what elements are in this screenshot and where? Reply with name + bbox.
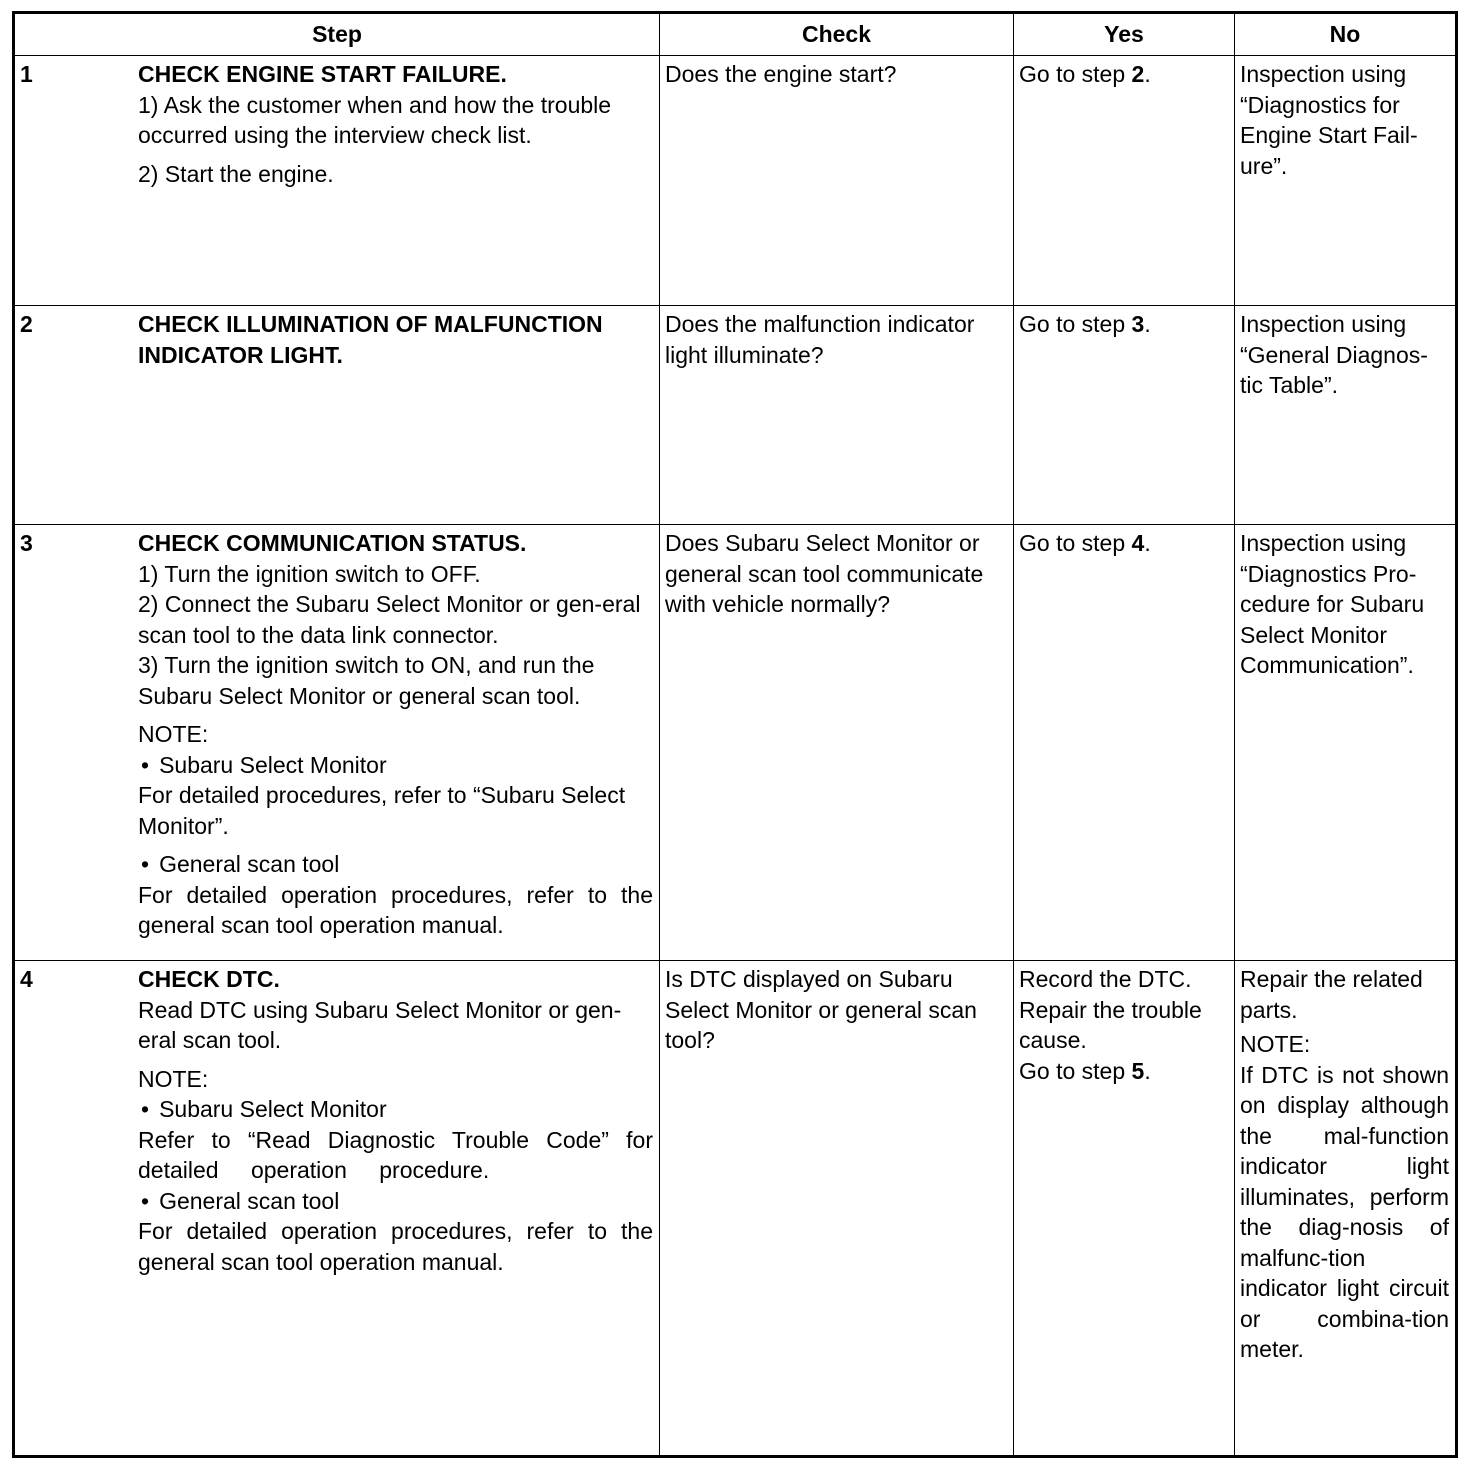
yes-step-ref: 3 (1131, 311, 1145, 337)
yes-cell (1014, 961, 1235, 1457)
yes-suffix: . (1144, 530, 1151, 556)
yes-text: Go to step (1019, 1057, 1132, 1084)
yes-step-ref: 2 (1131, 61, 1145, 87)
step-title: CHECK DTC. (138, 966, 280, 992)
step-instruction: 1) Ask the customer when and how the trouble occurred using the interview check list. (138, 91, 612, 148)
no-cell: Inspection using “Diagnostics for Engine Start Fail-ure”. (1235, 56, 1457, 306)
step-instruction: 2) Start the engine. (138, 160, 334, 187)
step-number: 3 (20, 530, 33, 556)
yes-text: Go to step (1019, 530, 1132, 556)
diagnostic-table (12, 11, 1458, 1458)
step-cell (14, 306, 660, 525)
yes-cell (1014, 56, 1235, 306)
bullet-text: detailed operation procedure. (138, 1157, 490, 1183)
bullet-item: • Subaru Select Monitor (138, 750, 653, 781)
yes-text: Go to step (1019, 311, 1132, 337)
bullet-text: For detailed operation procedures, refer to the general scan tool operation manual. (138, 1218, 653, 1275)
header-step: Step (14, 13, 660, 56)
step-number: 2 (20, 311, 33, 337)
yes-suffix: . (1144, 311, 1151, 337)
step-title: CHECK COMMUNICATION STATUS. (138, 530, 527, 556)
table-row (14, 525, 1457, 961)
yes-suffix: . (1144, 61, 1151, 87)
yes-suffix: . (1144, 1057, 1151, 1084)
yes-step-ref: 5 (1131, 1057, 1145, 1084)
table-row (14, 306, 1457, 525)
header-check: Check (660, 13, 1014, 56)
step-title: CHECK ILLUMINATION OF MALFUNCTION INDICATOR LIGHT. (138, 311, 603, 368)
yes-cell (1014, 525, 1235, 961)
step-title: CHECK ENGINE START FAILURE. (138, 61, 507, 87)
step-number: 1 (20, 61, 33, 87)
no-line: Repair the related parts. (1240, 966, 1423, 1023)
bullet-text: For detailed operation procedures, refer to the general scan tool operation manual. (138, 881, 653, 938)
yes-step-ref: 4 (1131, 530, 1145, 556)
table-row (14, 56, 1457, 306)
check-cell: Does the malfunction indicator light illuminate? (660, 306, 1014, 525)
no-cell: Inspection using “Diagnostics Pro-cedure for Subaru Select Monitor Communication”. (1235, 525, 1457, 961)
no-cell (1235, 961, 1457, 1457)
no-cell: Inspection using “General Diagnos-tic Table”. (1235, 306, 1457, 525)
yes-cell (1014, 306, 1235, 525)
table-row (14, 961, 1457, 1457)
bullet-text: For detailed procedures, refer to “Subaru Select Monitor”. (138, 782, 626, 839)
yes-line: Repair the trouble cause. (1019, 996, 1202, 1053)
check-cell: Does the engine start? (660, 56, 1014, 306)
yes-text: Go to step (1019, 61, 1132, 87)
header-no: No (1235, 13, 1457, 56)
bullet-item: • General scan tool (138, 849, 653, 880)
step-cell (14, 961, 660, 1457)
step-instruction: 2) Connect the Subaru Select Monitor or gen-eral scan tool to the data link connector. (138, 591, 641, 648)
bullet-item: • Subaru Select Monitor (138, 1094, 653, 1125)
no-note-text: If DTC is not shown on display although the mal-function indicator light illuminates, perform the diag-nosis of malfunc-tion indicator light circuit or combina-tion meter. (1240, 1061, 1449, 1362)
step-cell (14, 56, 660, 306)
header-row (14, 13, 1457, 56)
yes-line: Record the DTC. (1019, 966, 1192, 992)
bullet-item: • General scan tool (138, 1186, 653, 1217)
header-yes: Yes (1014, 13, 1235, 56)
note-label: NOTE: (138, 721, 209, 747)
step-cell (14, 525, 660, 961)
note-label: NOTE: (1240, 1031, 1311, 1057)
step-instruction: 1) Turn the ignition switch to OFF. (138, 560, 481, 587)
bullet-text: Refer to “Read Diagnostic Trouble Code” for (138, 1126, 653, 1153)
check-cell: Is DTC displayed on Subaru Select Monitor or general scan tool? (660, 961, 1014, 1457)
step-number: 4 (20, 966, 33, 992)
note-label: NOTE: (138, 1065, 209, 1092)
step-instruction: 3) Turn the ignition switch to ON, and run the Subaru Select Monitor or general scan tool. (138, 652, 595, 709)
step-instruction: Read DTC using Subaru Select Monitor or gen-eral scan tool. (138, 996, 622, 1053)
check-cell: Does Subaru Select Monitor or general scan tool communicate with vehicle normally? (660, 525, 1014, 961)
